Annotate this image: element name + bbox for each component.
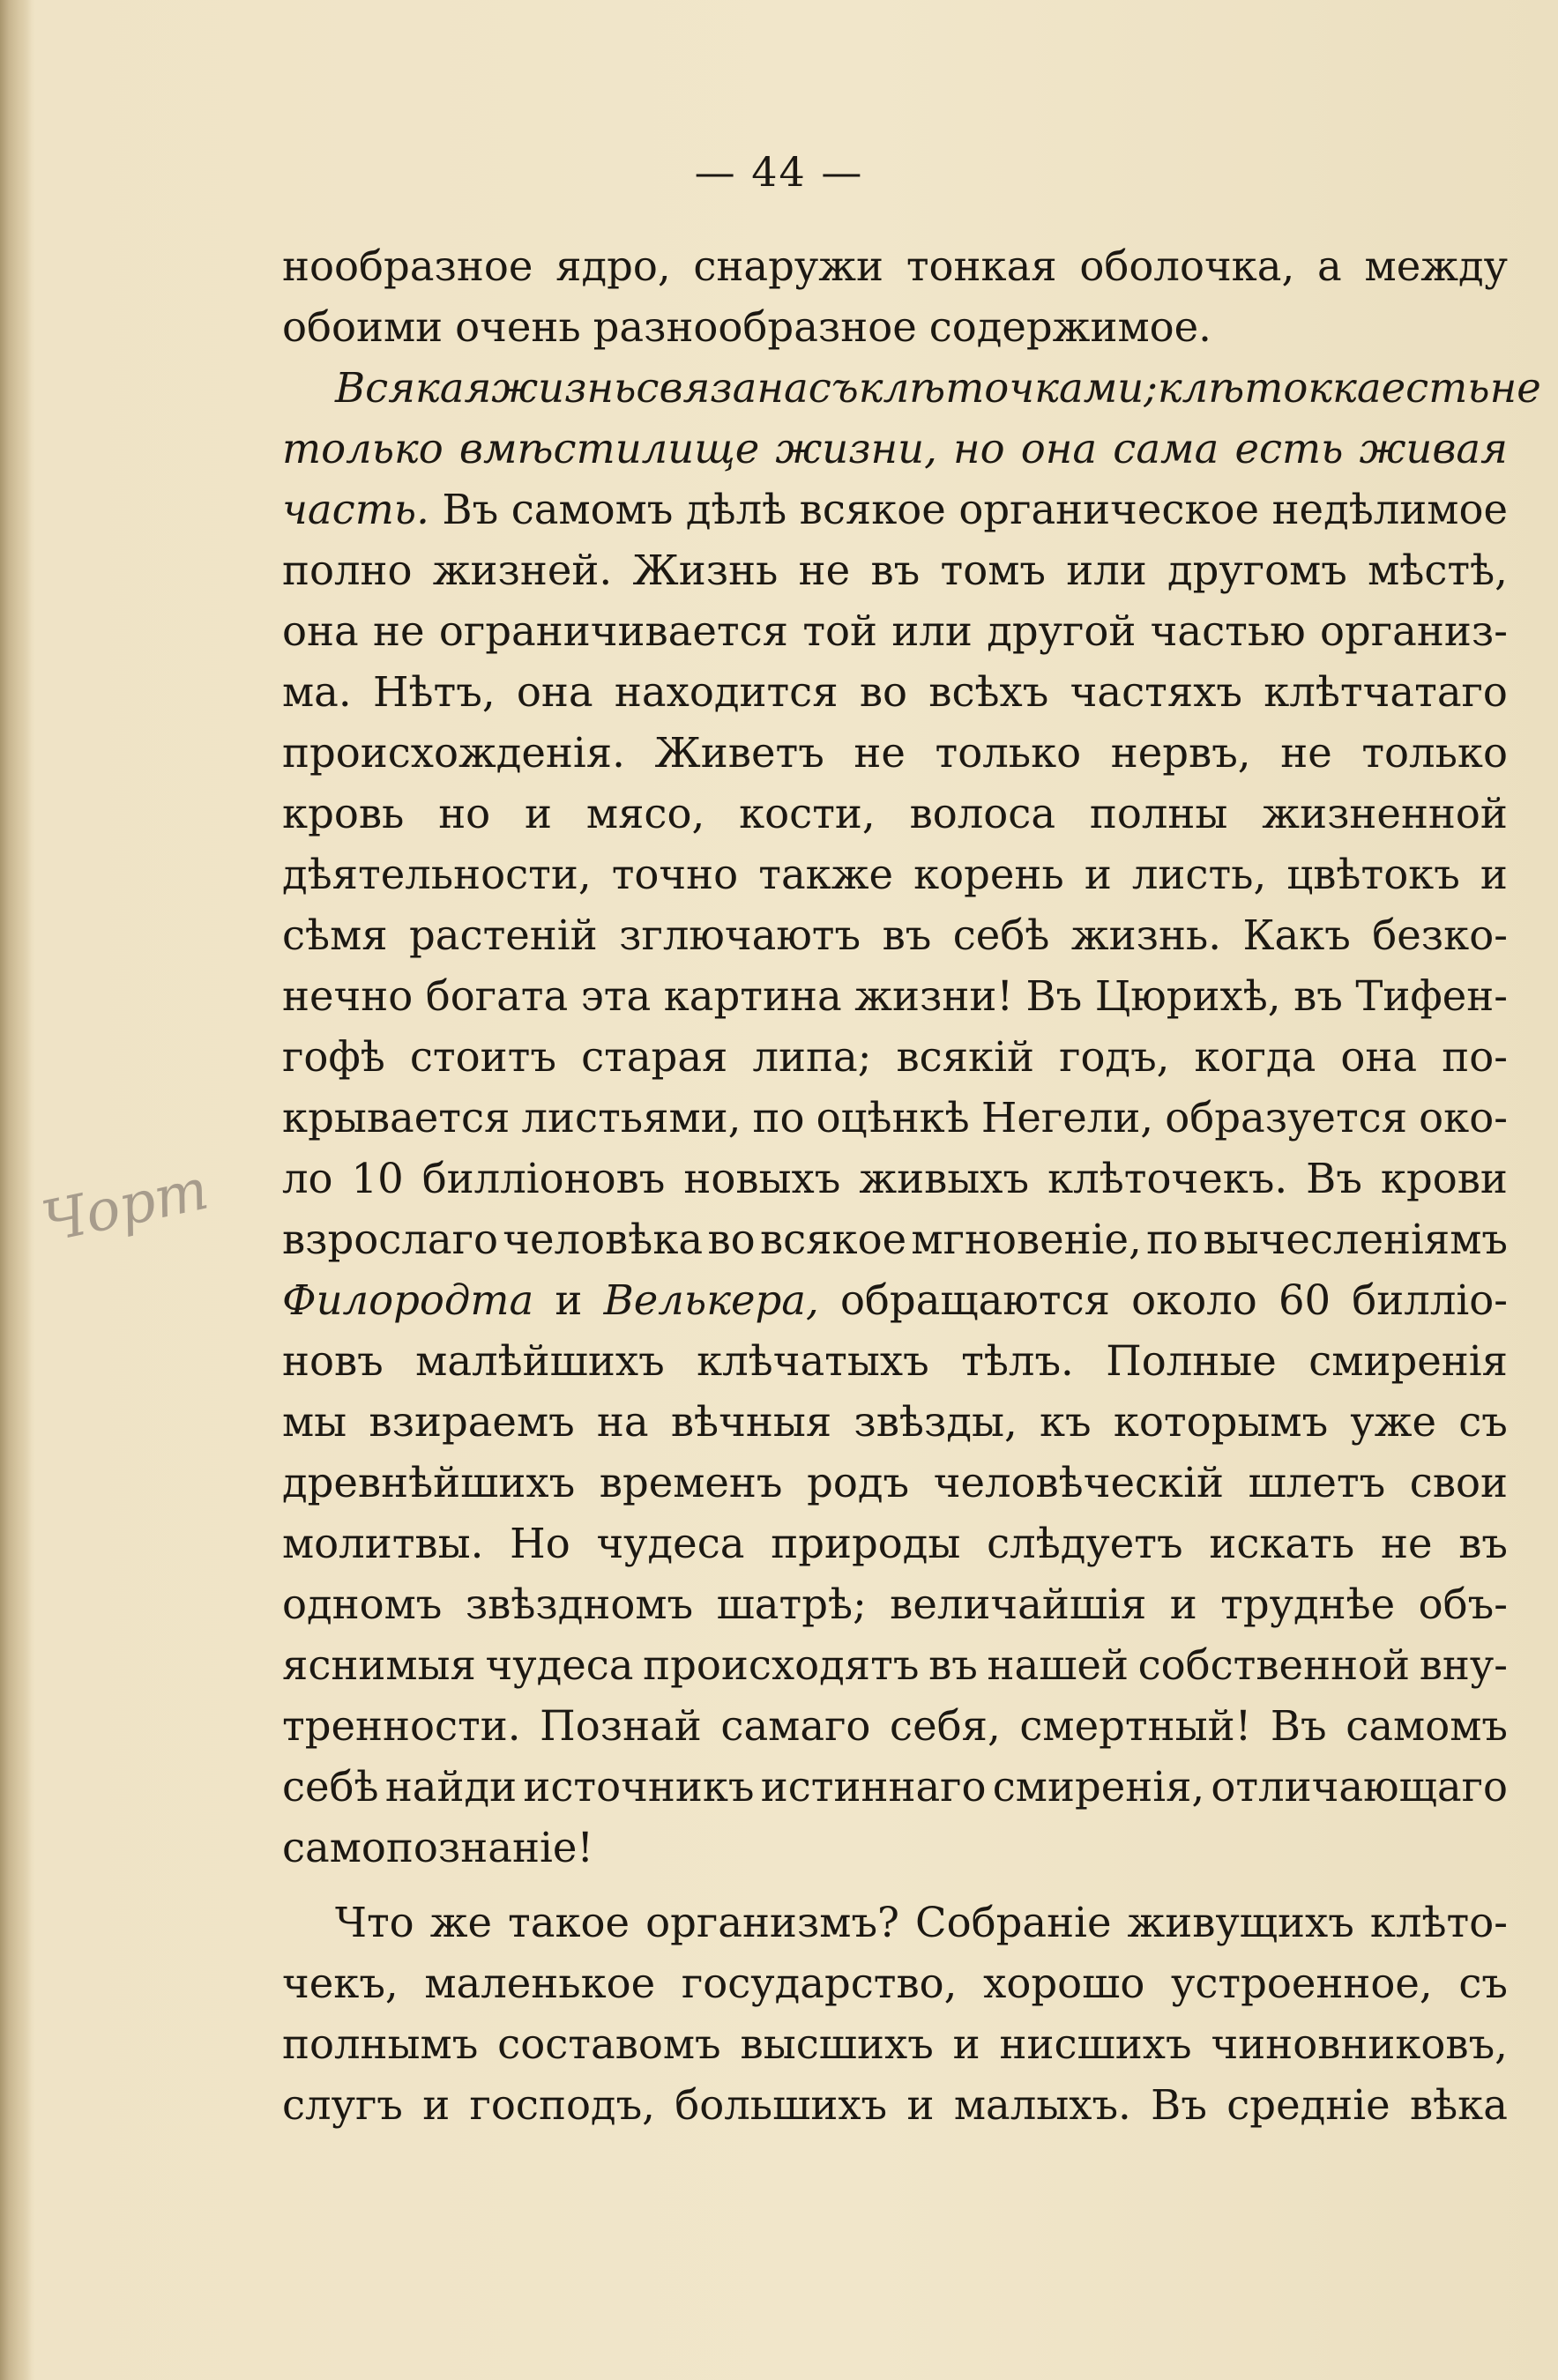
word: взираемъ <box>369 1398 575 1446</box>
text-line <box>282 2075 1508 2136</box>
word: Нѣтъ, <box>372 668 496 716</box>
word: шатрѣ; <box>716 1580 867 1628</box>
word: Въ <box>1025 972 1083 1020</box>
text-line <box>282 1453 1508 1514</box>
word: найди <box>384 1763 518 1811</box>
word: на <box>596 1398 649 1446</box>
word: око- <box>1419 1094 1508 1142</box>
handwritten-margin-note: Чорт <box>36 1157 214 1256</box>
word: средніе <box>1226 2081 1390 2129</box>
word: и <box>906 2081 935 2129</box>
word: Что <box>335 1899 414 1946</box>
text-line <box>282 1331 1508 1392</box>
word: эта <box>580 972 652 1020</box>
word: клѣчатыхъ <box>697 1337 929 1385</box>
word: временъ <box>599 1459 783 1506</box>
word: жизнь. <box>1070 911 1222 959</box>
word: зглючаютъ <box>619 911 861 959</box>
word: отличающаго <box>1211 1763 1508 1811</box>
word: Познай <box>540 1702 702 1750</box>
word: обоими <box>282 303 444 351</box>
word: составомъ <box>497 2020 721 2068</box>
word: самомъ <box>511 486 674 533</box>
word: оболочка, <box>1079 242 1295 290</box>
text-line <box>282 844 1508 905</box>
word: есть <box>1234 425 1344 472</box>
word: себѣ <box>952 911 1050 959</box>
word: также <box>758 851 894 898</box>
word: государство, <box>681 1960 958 2007</box>
word: уже <box>1350 1398 1437 1446</box>
word: и <box>422 2081 451 2129</box>
word: организ- <box>1320 607 1508 655</box>
word: годъ, <box>1059 1033 1170 1081</box>
word: не <box>1280 729 1332 777</box>
word: гофѣ <box>282 1033 385 1081</box>
word: съ <box>1458 1398 1508 1446</box>
word: въ <box>870 547 921 594</box>
word: дѣятельности, <box>282 851 592 898</box>
word: самаго <box>720 1702 871 1750</box>
word: вну- <box>1419 1641 1508 1689</box>
word: природы <box>771 1520 961 1567</box>
word: господъ, <box>469 2081 655 2129</box>
word: содержимое. <box>928 303 1211 351</box>
word: человѣческій <box>933 1459 1224 1506</box>
word: шлетъ <box>1248 1459 1386 1506</box>
word: звѣздномъ <box>465 1580 694 1628</box>
word: частью <box>1150 607 1306 655</box>
word: хорошо <box>983 1960 1145 2007</box>
text-line <box>282 905 1508 966</box>
word: но <box>438 790 491 837</box>
word: томъ <box>940 547 1046 594</box>
word: большихъ <box>675 2081 888 2129</box>
word: ма. <box>282 668 352 716</box>
word: слугъ <box>282 2081 403 2129</box>
word: мѣстѣ, <box>1368 547 1508 594</box>
word: устроенное, <box>1171 1960 1433 2007</box>
text-line <box>282 723 1508 784</box>
word: разнообразное <box>593 303 917 351</box>
word: чекъ, <box>282 1960 399 2007</box>
word: обращаются <box>839 1276 1110 1324</box>
word: связана <box>636 364 809 412</box>
text-line <box>282 1818 1508 1878</box>
word: нашей <box>987 1641 1129 1689</box>
page-number: — 44 — <box>694 148 864 196</box>
text-line <box>282 358 1541 419</box>
word: крови <box>1380 1155 1508 1202</box>
word: сѣмя <box>282 911 388 959</box>
word: всякій <box>896 1033 1034 1081</box>
word: яснимыя <box>282 1641 476 1689</box>
word: очень <box>455 303 581 351</box>
word: не <box>854 729 906 777</box>
word: жизни! <box>854 972 1014 1020</box>
text-line <box>282 1635 1508 1696</box>
word: она <box>282 607 359 655</box>
word: жизни, <box>775 425 937 472</box>
word: всякое <box>799 486 946 533</box>
word: и <box>952 2020 980 2068</box>
word: нервъ, <box>1110 729 1251 777</box>
word: липа; <box>752 1033 872 1081</box>
word: человѣка <box>503 1216 704 1263</box>
word: такое <box>508 1899 630 1946</box>
text-line <box>282 966 1508 1027</box>
word: не <box>373 607 425 655</box>
word: только <box>935 729 1082 777</box>
text-line <box>282 1574 1508 1635</box>
word: есть <box>1381 364 1490 412</box>
text-line <box>282 1893 1508 1953</box>
word: клѣтчатаго <box>1264 668 1508 716</box>
word: смиренія <box>1308 1337 1508 1385</box>
word: организмъ? <box>645 1899 899 1946</box>
word: билліо- <box>1352 1276 1508 1324</box>
word: въ <box>882 911 932 959</box>
word: жизненной <box>1262 790 1508 837</box>
word: только <box>282 425 444 472</box>
text-line <box>282 784 1508 844</box>
word: собственной <box>1137 1641 1411 1689</box>
text-line <box>282 1392 1508 1453</box>
word: клѣточками; <box>858 364 1158 412</box>
word: происходятъ <box>643 1641 920 1689</box>
text-line <box>282 601 1508 662</box>
text-line <box>282 662 1508 723</box>
word: живыхъ <box>859 1155 1030 1202</box>
word: къ <box>1039 1398 1092 1446</box>
word: малѣйшихъ <box>415 1337 665 1385</box>
word: 60 <box>1278 1276 1331 1324</box>
word: Въ <box>1270 1702 1327 1750</box>
word: Всякая <box>335 364 492 412</box>
word: недѣлимое <box>1271 486 1508 533</box>
word: чиновниковъ, <box>1211 2020 1508 2068</box>
word: Филородта <box>282 1276 534 1324</box>
word: самопознаніе! <box>282 1824 594 1871</box>
word: волоса <box>909 790 1056 837</box>
word: слѣдуетъ <box>987 1520 1183 1567</box>
word: древнѣйшихъ <box>282 1459 576 1506</box>
word: клѣтокка <box>1157 364 1382 412</box>
word: оцѣнкѣ <box>816 1094 970 1142</box>
word: высшихъ <box>740 2020 934 2068</box>
word: сама <box>1113 425 1219 472</box>
word: жизней. <box>432 547 613 594</box>
word: другой <box>987 607 1137 655</box>
word: въ <box>928 1641 978 1689</box>
word: взрослаго <box>282 1216 498 1263</box>
word: молитвы. <box>282 1520 484 1567</box>
word: нисшихъ <box>999 2020 1192 2068</box>
word: вѣчныя <box>670 1398 832 1446</box>
word: цвѣтокъ <box>1286 851 1460 898</box>
word: свои <box>1409 1459 1508 1506</box>
word: находится <box>614 668 839 716</box>
word: она <box>1340 1033 1418 1081</box>
text-line <box>282 1149 1508 1209</box>
word: вычесленіямъ <box>1203 1216 1508 1263</box>
word: живущихъ <box>1127 1899 1354 1946</box>
word: которымъ <box>1113 1398 1329 1446</box>
word: Тифен- <box>1355 972 1508 1020</box>
word: она <box>1020 425 1098 472</box>
word: органическое <box>958 486 1260 533</box>
word: другомъ <box>1167 547 1347 594</box>
word: мы <box>282 1398 347 1446</box>
word: кости, <box>739 790 876 837</box>
word: не <box>1489 364 1541 412</box>
word: и <box>1084 851 1112 898</box>
word: стоитъ <box>409 1033 556 1081</box>
word: и <box>525 790 553 837</box>
word: образуется <box>1165 1094 1408 1142</box>
word: Но <box>510 1520 570 1567</box>
word: той <box>802 607 878 655</box>
word: нообразное <box>282 242 533 290</box>
text-line <box>282 1514 1508 1574</box>
word: по- <box>1442 1033 1508 1081</box>
word: всякое <box>759 1216 907 1263</box>
word: искать <box>1209 1520 1355 1567</box>
word: кровь <box>282 790 405 837</box>
word: жизнь <box>491 364 637 412</box>
word: Въ <box>1306 1155 1362 1202</box>
word: малыхъ. <box>953 2081 1131 2129</box>
word: или <box>1066 547 1147 594</box>
word: не <box>1380 1520 1433 1567</box>
word: тренности. <box>282 1702 521 1750</box>
word: объ- <box>1418 1580 1508 1628</box>
text-line <box>282 1027 1508 1088</box>
word: по <box>752 1094 805 1142</box>
word: родъ <box>807 1459 910 1506</box>
word: маленькое <box>424 1960 656 2007</box>
word: Велькера, <box>603 1276 819 1324</box>
text-line <box>282 419 1508 480</box>
word: она <box>516 668 593 716</box>
word: около <box>1131 1276 1257 1324</box>
word: когда <box>1194 1033 1316 1081</box>
word: полнымъ <box>282 2020 479 2068</box>
word: только <box>1361 729 1508 777</box>
word: живая <box>1359 425 1508 472</box>
text-line <box>282 1209 1508 1270</box>
word: одномъ <box>282 1580 443 1628</box>
word: или <box>891 607 973 655</box>
word: Живетъ <box>654 729 824 777</box>
word: Цюрихѣ, <box>1094 972 1281 1020</box>
word: тѣлъ. <box>961 1337 1074 1385</box>
paragraph-gap <box>282 1878 1508 1893</box>
word: клѣто- <box>1369 1899 1508 1946</box>
word: самомъ <box>1346 1702 1508 1750</box>
word: съ <box>808 364 859 412</box>
text-line <box>282 1270 1508 1331</box>
word: новъ <box>282 1337 384 1385</box>
word: Полные <box>1106 1337 1277 1385</box>
word: съ <box>1458 1960 1508 2007</box>
word: частяхъ <box>1070 668 1243 716</box>
word: старая <box>581 1033 728 1081</box>
word: ло <box>282 1155 333 1202</box>
word: Негели, <box>980 1094 1154 1142</box>
word: и <box>1480 851 1508 898</box>
word: клѣточекъ. <box>1047 1155 1288 1202</box>
word: вѣка <box>1409 2081 1508 2129</box>
word: истиннаго <box>760 1763 987 1811</box>
text-line <box>282 540 1508 601</box>
word: всѣхъ <box>928 668 1049 716</box>
word: и <box>555 1276 583 1324</box>
word: часть. <box>282 486 429 533</box>
word: Какъ <box>1242 911 1351 959</box>
word: ограничивается <box>438 607 788 655</box>
word: чудеса <box>596 1520 745 1567</box>
text-line <box>282 1088 1508 1149</box>
word: а <box>1317 242 1342 290</box>
word: себѣ <box>282 1763 379 1811</box>
word: вмѣстилище <box>458 425 760 472</box>
text-line <box>282 236 1508 297</box>
word: мясо, <box>585 790 705 837</box>
word: въ <box>1458 1520 1508 1567</box>
word: нечно <box>282 972 414 1020</box>
word: точно <box>611 851 739 898</box>
text-line <box>282 1953 1508 2014</box>
word: чудеса <box>485 1641 634 1689</box>
word: источникъ <box>523 1763 755 1811</box>
word: ядро, <box>555 242 671 290</box>
text-line <box>282 297 1508 358</box>
word: растеній <box>409 911 598 959</box>
text-line <box>282 1757 1508 1818</box>
word: но <box>953 425 1005 472</box>
word: 10 <box>351 1155 404 1202</box>
word: картина <box>663 972 842 1020</box>
word: корень <box>913 851 1064 898</box>
word: во <box>707 1216 756 1263</box>
word: въ <box>1293 972 1343 1020</box>
word: не <box>798 547 851 594</box>
word: дѣлѣ <box>685 486 787 533</box>
word: по <box>1146 1216 1199 1263</box>
word: снаружи <box>693 242 884 290</box>
word: полно <box>282 547 413 594</box>
word: звѣзды, <box>854 1398 1018 1446</box>
word: себя, <box>890 1702 1001 1750</box>
word: Въ <box>1151 2081 1207 2129</box>
word: происхожденія. <box>282 729 625 777</box>
word: Жизнь <box>632 547 779 594</box>
word: новыхъ <box>683 1155 841 1202</box>
word: же <box>429 1899 492 1946</box>
word: величайшія <box>890 1580 1147 1628</box>
word: листьями, <box>521 1094 742 1142</box>
word: полны <box>1089 790 1228 837</box>
word: труднѣе <box>1220 1580 1396 1628</box>
word: богата <box>425 972 569 1020</box>
word: смиренія, <box>992 1763 1205 1811</box>
word: билліоновъ <box>421 1155 666 1202</box>
word: крывается <box>282 1094 511 1142</box>
body-text <box>282 236 1541 2136</box>
word: безко- <box>1372 911 1508 959</box>
word: Въ <box>442 486 499 533</box>
word: Собраніе <box>915 1899 1112 1946</box>
text-line <box>282 480 1508 540</box>
word: мгновеніе, <box>911 1216 1142 1263</box>
page-binding-edge <box>0 0 32 2380</box>
word: во <box>859 668 908 716</box>
word: тонкая <box>906 242 1057 290</box>
word: между <box>1364 242 1508 290</box>
word: и <box>1169 1580 1197 1628</box>
text-line <box>282 2014 1508 2075</box>
word: смертный! <box>1019 1702 1252 1750</box>
text-line <box>282 1696 1508 1757</box>
word: листь, <box>1131 851 1267 898</box>
